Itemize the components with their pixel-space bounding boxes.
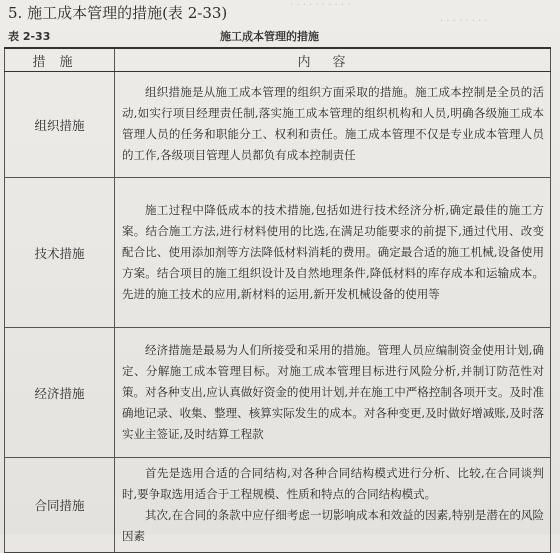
content-paragraph: 组织措施是从施工成本管理的组织方面采取的措施。施工成本控制是全员的活动,如实行项目经理责任制,落实施工成本管理的组织机构和人员,明确各级施工成本管理人员的任务和职能分工、权利和责任。施工成本管理不仅是专业成本管理人员的工作,各级项目管理人员都负有成本控制责任 [122,85,544,162]
table-row [5,458,551,553]
measure-name: 技术措施 [5,178,115,328]
section-title: 5. 施工成本管理的措施(表 2-33) [8,4,228,22]
header-measure: 措施 [5,48,115,72]
measure-name: 经济措施 [5,328,115,458]
table-caption: 施工成本管理的措施 [220,30,319,43]
measure-content [115,458,551,553]
content-paragraph: 首先是选用合适的合同结构,对各种合同结构模式进行分析、比较,在合同谈判时,要争取选用适合于工程规模、性质和特点的合同结构模式。 [122,465,544,501]
table-number: 表 2-33 [8,30,51,43]
table-row [5,72,551,178]
cost-measures-table [4,47,551,553]
table-row [5,178,551,328]
table-row [5,328,551,458]
content-paragraph: 施工过程中降低成本的技术措施,包括如进行技术经济分析,确定最佳的施工方案。结合施工方法,进行材料使用的比选,在满足功能要求的前提下,通过代用、改变配合比、使用添加剂等方法降低材料消耗的费用。确定最合适的施工机械,设备使用方案。结合项目的施工组织设计及自然地理条件,降低材料的库存成本和运输成本。先进的施工技术的应用,新材料的运用,新开发机械设备的使用等 [122,202,544,301]
table-header-row [5,48,551,72]
measure-content [115,328,551,458]
bleed-through-text: · · · · · · · · [440,16,488,27]
measure-name: 合同措施 [5,458,115,553]
header-content: 内容 [115,48,551,72]
measure-content [115,72,551,178]
measure-name: 组织措施 [5,72,115,178]
content-paragraph: 经济措施是最易为人们所接受和采用的措施。管理人员应编制资金使用计划,确定、分解施工成本管理目标。对施工成本管理目标进行风险分析,并制订防范性对策。对各种支出,应认真做好资金的使用计划,并在施工中严格控制各项开支。及时准确地记录、收集、整理、核算实际发生的成本。对各种变更,及时做好增减账,及时落实业主签证,及时结算工程款 [122,342,544,441]
content-paragraph: 其次,在合同的条款中应仔细考虑一切影响成本和效益的因素,特别是潜在的风险因素 [122,507,544,543]
bleed-through-text: · · · · · · · · · · [290,0,351,11]
measure-content [115,178,551,328]
